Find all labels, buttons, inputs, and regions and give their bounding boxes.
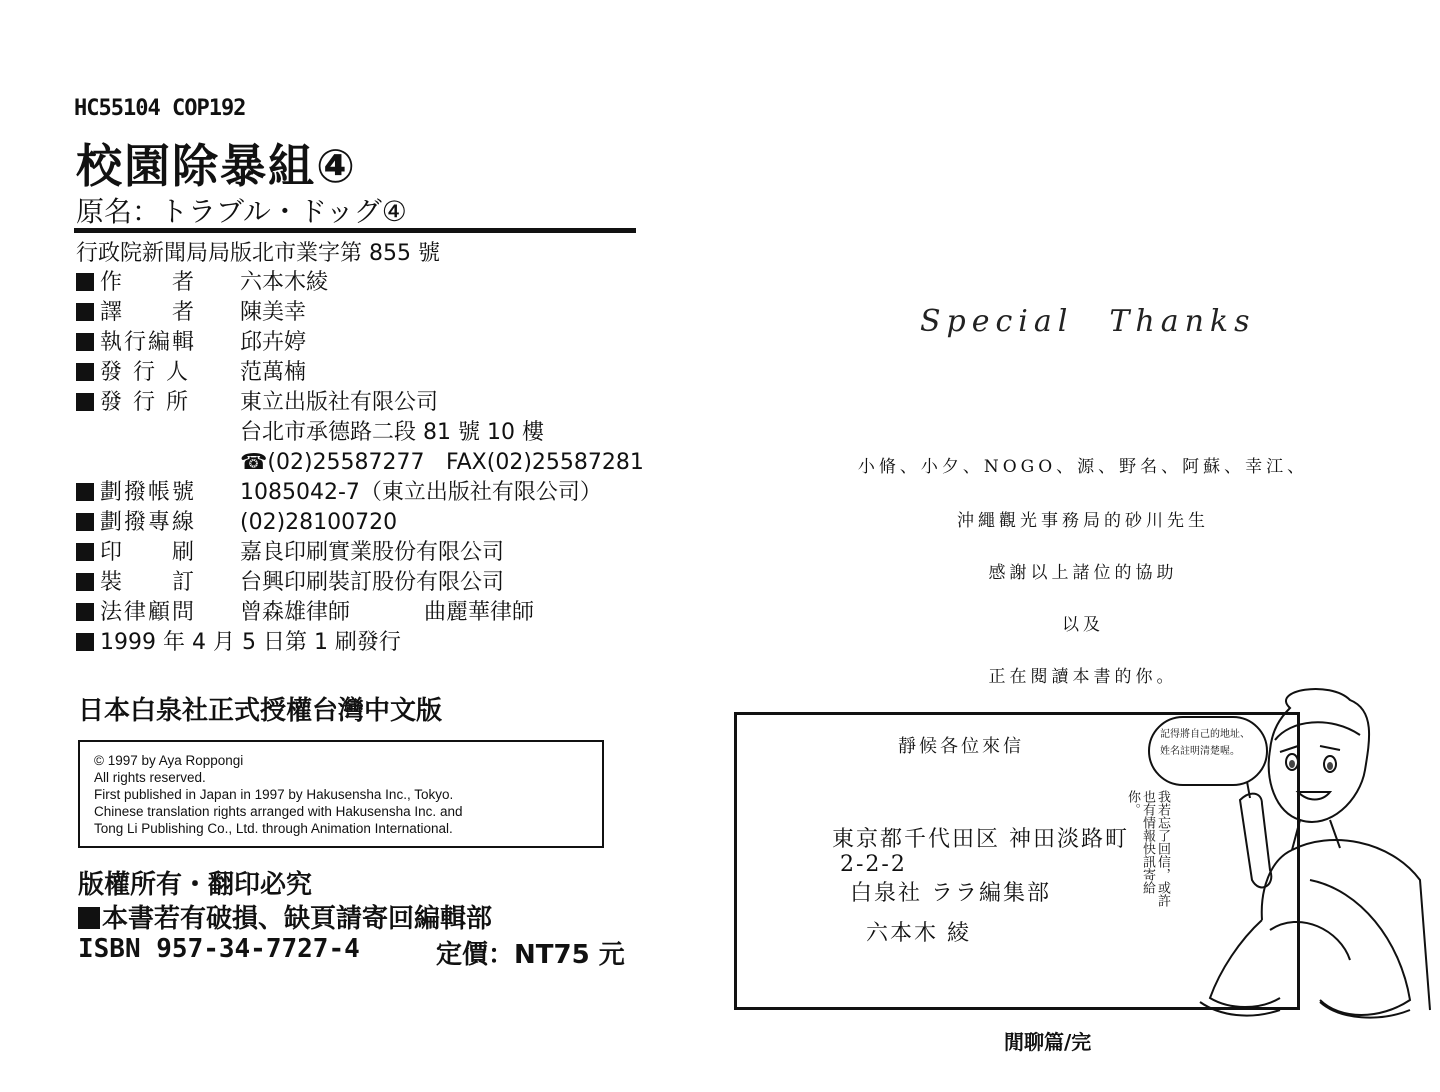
bullet-square (76, 633, 94, 651)
credit-row-hotline (76, 508, 676, 538)
credit-label: 執行編輯 (100, 330, 197, 355)
mail-address-line: 2-2-2 (840, 852, 907, 877)
copyright-box (78, 740, 604, 848)
bullet-square (76, 273, 94, 291)
credit-value: 台興印刷裝訂股份有限公司 (240, 570, 505, 595)
phone-number: ☎(02)25587277 (240, 450, 425, 475)
credit-label: 作 者 (100, 270, 197, 295)
rights-notice: 版權所有・翻印必究 (78, 870, 313, 900)
thanks-line: 小脩、小夕、NOGO、源、野名、阿蘇、幸江、 (857, 457, 1309, 477)
credit-row-legal (76, 598, 676, 628)
title-divider (74, 228, 636, 233)
chapter-end-mark: 閒聊篇/完 (1004, 1030, 1092, 1054)
contact-row (76, 448, 676, 478)
copyright-line: All rights reserved. (94, 770, 206, 785)
damage-notice: 本書若有破損、缺頁請寄回編輯部 (102, 904, 493, 934)
afterword-page (720, 0, 1440, 1092)
bullet-square (76, 543, 94, 561)
thanks-line: 正在閱讀本書的你。 (988, 667, 1178, 687)
credit-value: 范萬楠 (240, 360, 307, 385)
credit-row-publisher-person (76, 358, 676, 388)
credit-row-author (76, 268, 676, 298)
credit-row-binder (76, 568, 676, 598)
product-code: HC55104 COP192 (74, 96, 246, 121)
credits-list (76, 268, 676, 658)
book-title: 校園除暴組④ (76, 139, 357, 193)
mail-address-line: 東京都千代田区 神田淡路町 (832, 827, 1129, 852)
credit-value: 六本木綾 (240, 270, 329, 295)
credit-row-printer (76, 538, 676, 568)
credit-label: 發 行 人 (100, 360, 190, 385)
isbn: ISBN 957-34-7727-4 (78, 934, 360, 964)
credit-label: 劃撥專線 (100, 510, 197, 535)
authorized-edition: 日本白泉社正式授權台灣中文版 (78, 696, 443, 726)
issue-date-row (76, 628, 676, 658)
credit-label: 劃撥帳號 (100, 480, 197, 505)
credit-row-translator (76, 298, 676, 328)
bullet-square (76, 363, 94, 381)
original-title: 原名：トラブル・ドッグ④ (76, 195, 407, 228)
credit-label: 發 行 所 (100, 390, 190, 415)
credit-label: 印 刷 (100, 540, 197, 565)
mail-address-line: 六本木 綾 (866, 921, 971, 946)
bullet-square (76, 483, 94, 501)
thanks-line: 沖繩觀光事務局的砂川先生 (957, 511, 1209, 531)
special-thanks-title: Special Thanks (920, 304, 1256, 339)
price: 定價：NT75 元 (436, 940, 625, 970)
credit-label: 譯 者 (100, 300, 197, 325)
credit-value: 陳美幸 (240, 300, 307, 325)
vertical-note: 我若忘了回信，或許也有情報快訊寄給你。 (1125, 790, 1170, 907)
credit-row-publisher (76, 388, 676, 418)
fax-number: FAX(02)25587281 (446, 450, 644, 475)
credit-value: 邱卉婷 (240, 330, 307, 355)
bullet-square (76, 513, 94, 531)
bullet-square (76, 303, 94, 321)
credit-label: 法律顧問 (100, 600, 197, 625)
credit-value: 1085042-7（東立出版社有限公司） (240, 480, 602, 505)
credit-value: 嘉良印刷實業股份有限公司 (240, 540, 505, 565)
publisher-address: 台北市承德路二段 81 號 10 樓 (240, 420, 544, 445)
bullet-square (76, 333, 94, 351)
bullet-square (78, 907, 100, 929)
thanks-line: 感謝以上諸位的協助 (988, 563, 1178, 583)
credit-row-editor (76, 328, 676, 358)
credit-value: 東立出版社有限公司 (240, 390, 439, 415)
credit-row-account (76, 478, 676, 508)
bullet-square (76, 603, 94, 621)
publisher-address-row (76, 418, 676, 448)
damage-notice-row (78, 898, 492, 935)
copyright-line: Chinese translation rights arranged with Hakusensha Inc. and (94, 804, 463, 819)
credit-label: 裝 訂 (100, 570, 197, 595)
bullet-square (76, 393, 94, 411)
credit-value: (02)28100720 (240, 510, 398, 535)
legal-advisor-1: 曾森雄律師 (240, 600, 351, 625)
mail-address-line: 白泉社 ララ編集部 (850, 881, 1051, 906)
license-number: 行政院新聞局局版北市業字第 855 號 (76, 241, 440, 266)
copyright-line: © 1997 by Aya Roppongi (94, 753, 244, 768)
issue-date: 1999 年 4 月 5 日第 1 刷發行 (100, 630, 401, 655)
legal-advisor-2: 曲麗華律師 (424, 600, 535, 625)
copyright-line: First published in Japan in 1997 by Hakusensha Inc., Tokyo. (94, 787, 454, 802)
bullet-square (76, 573, 94, 591)
copyright-line: Tong Li Publishing Co., Ltd. through Animation International. (94, 821, 453, 836)
speech-bubble: 記得將自己的地址、姓名註明清楚喔。 (1148, 716, 1268, 786)
mail-invite: 靜候各位來信 (898, 736, 1024, 757)
thanks-line: 以及 (1062, 615, 1104, 635)
